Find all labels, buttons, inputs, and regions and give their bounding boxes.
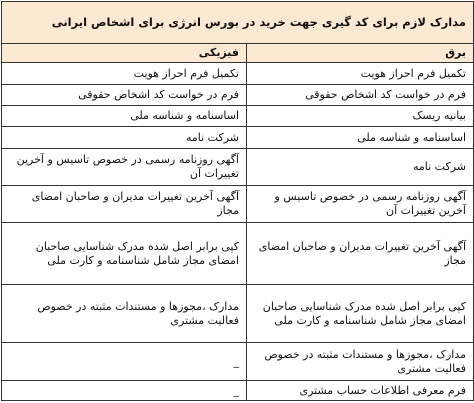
cell-electricity: شرکت نامه [247,149,474,186]
cell-physical: _ [2,343,247,381]
cell-electricity: تکمیل فرم احراز هویت [247,63,474,85]
cell-physical: تکمیل فرم احراز هویت [2,63,247,85]
cell-electricity: فرم در خواست کد اشخاص حقوقی [247,85,474,106]
cell-physical: آگهی آخرین تغییرات مدیران و صاحبان امضای مجاز [2,186,247,223]
column-header-electricity: برق [247,44,474,63]
cell-electricity: فرم معرفی اطلاعات حساب مشتری [247,381,474,401]
cell-physical: آگهی روزنامه رسمی در خصوص تاسیس و آخرین تغییرات آن [2,149,247,186]
cell-electricity: مدارک ،مجوزها و مستندات مثبته در خصوص فعالیت مشتری [247,343,474,381]
table-row [2,285,474,343]
table-title: مدارک لازم برای کد گیری جهت خرید در بورس انرژی برای اشخاص ایرانی [2,2,474,44]
table-row [2,149,474,186]
table-row [2,63,474,85]
table-row [2,381,474,401]
cell-physical: اساسنامه و شناسه ملی [2,106,247,127]
cell-physical: فرم در خواست کد اشخاص حقوقی [2,85,247,106]
table-row [2,343,474,381]
table-row [2,223,474,285]
column-header-physical: فیزیکی [2,44,247,63]
cell-physical: کپی برابر اصل شده مدرک شناسایی صاحبان امضای مجاز شامل شناسنامه و کارت ملی [2,223,247,285]
cell-electricity: آگهی آخرین تغییرات مدیران و صاحبان امضای مجاز [247,223,474,285]
cell-electricity: بیانیه ریسک [247,106,474,127]
table-row [2,85,474,106]
table-row [2,186,474,223]
cell-physical: مدارک ،مجوزها و مستندات مثبته در خصوص فعالیت مشتری [2,285,247,343]
cell-electricity: کپی برابر اصل شده مدرک شناسایی صاحبان امضای مجاز شامل شناسنامه و کارت ملی [247,285,474,343]
table-row [2,127,474,149]
cell-physical: شرکت نامه [2,127,247,149]
title-row [2,2,474,44]
cell-electricity: اساسنامه و شناسه ملی [247,127,474,149]
cell-physical: _ [2,381,247,401]
cell-electricity: آگهی روزنامه رسمی در خصوص تاسیس و آخرین تغییرات آن [247,186,474,223]
documents-table [1,1,474,401]
header-row [2,44,474,63]
table-row [2,106,474,127]
